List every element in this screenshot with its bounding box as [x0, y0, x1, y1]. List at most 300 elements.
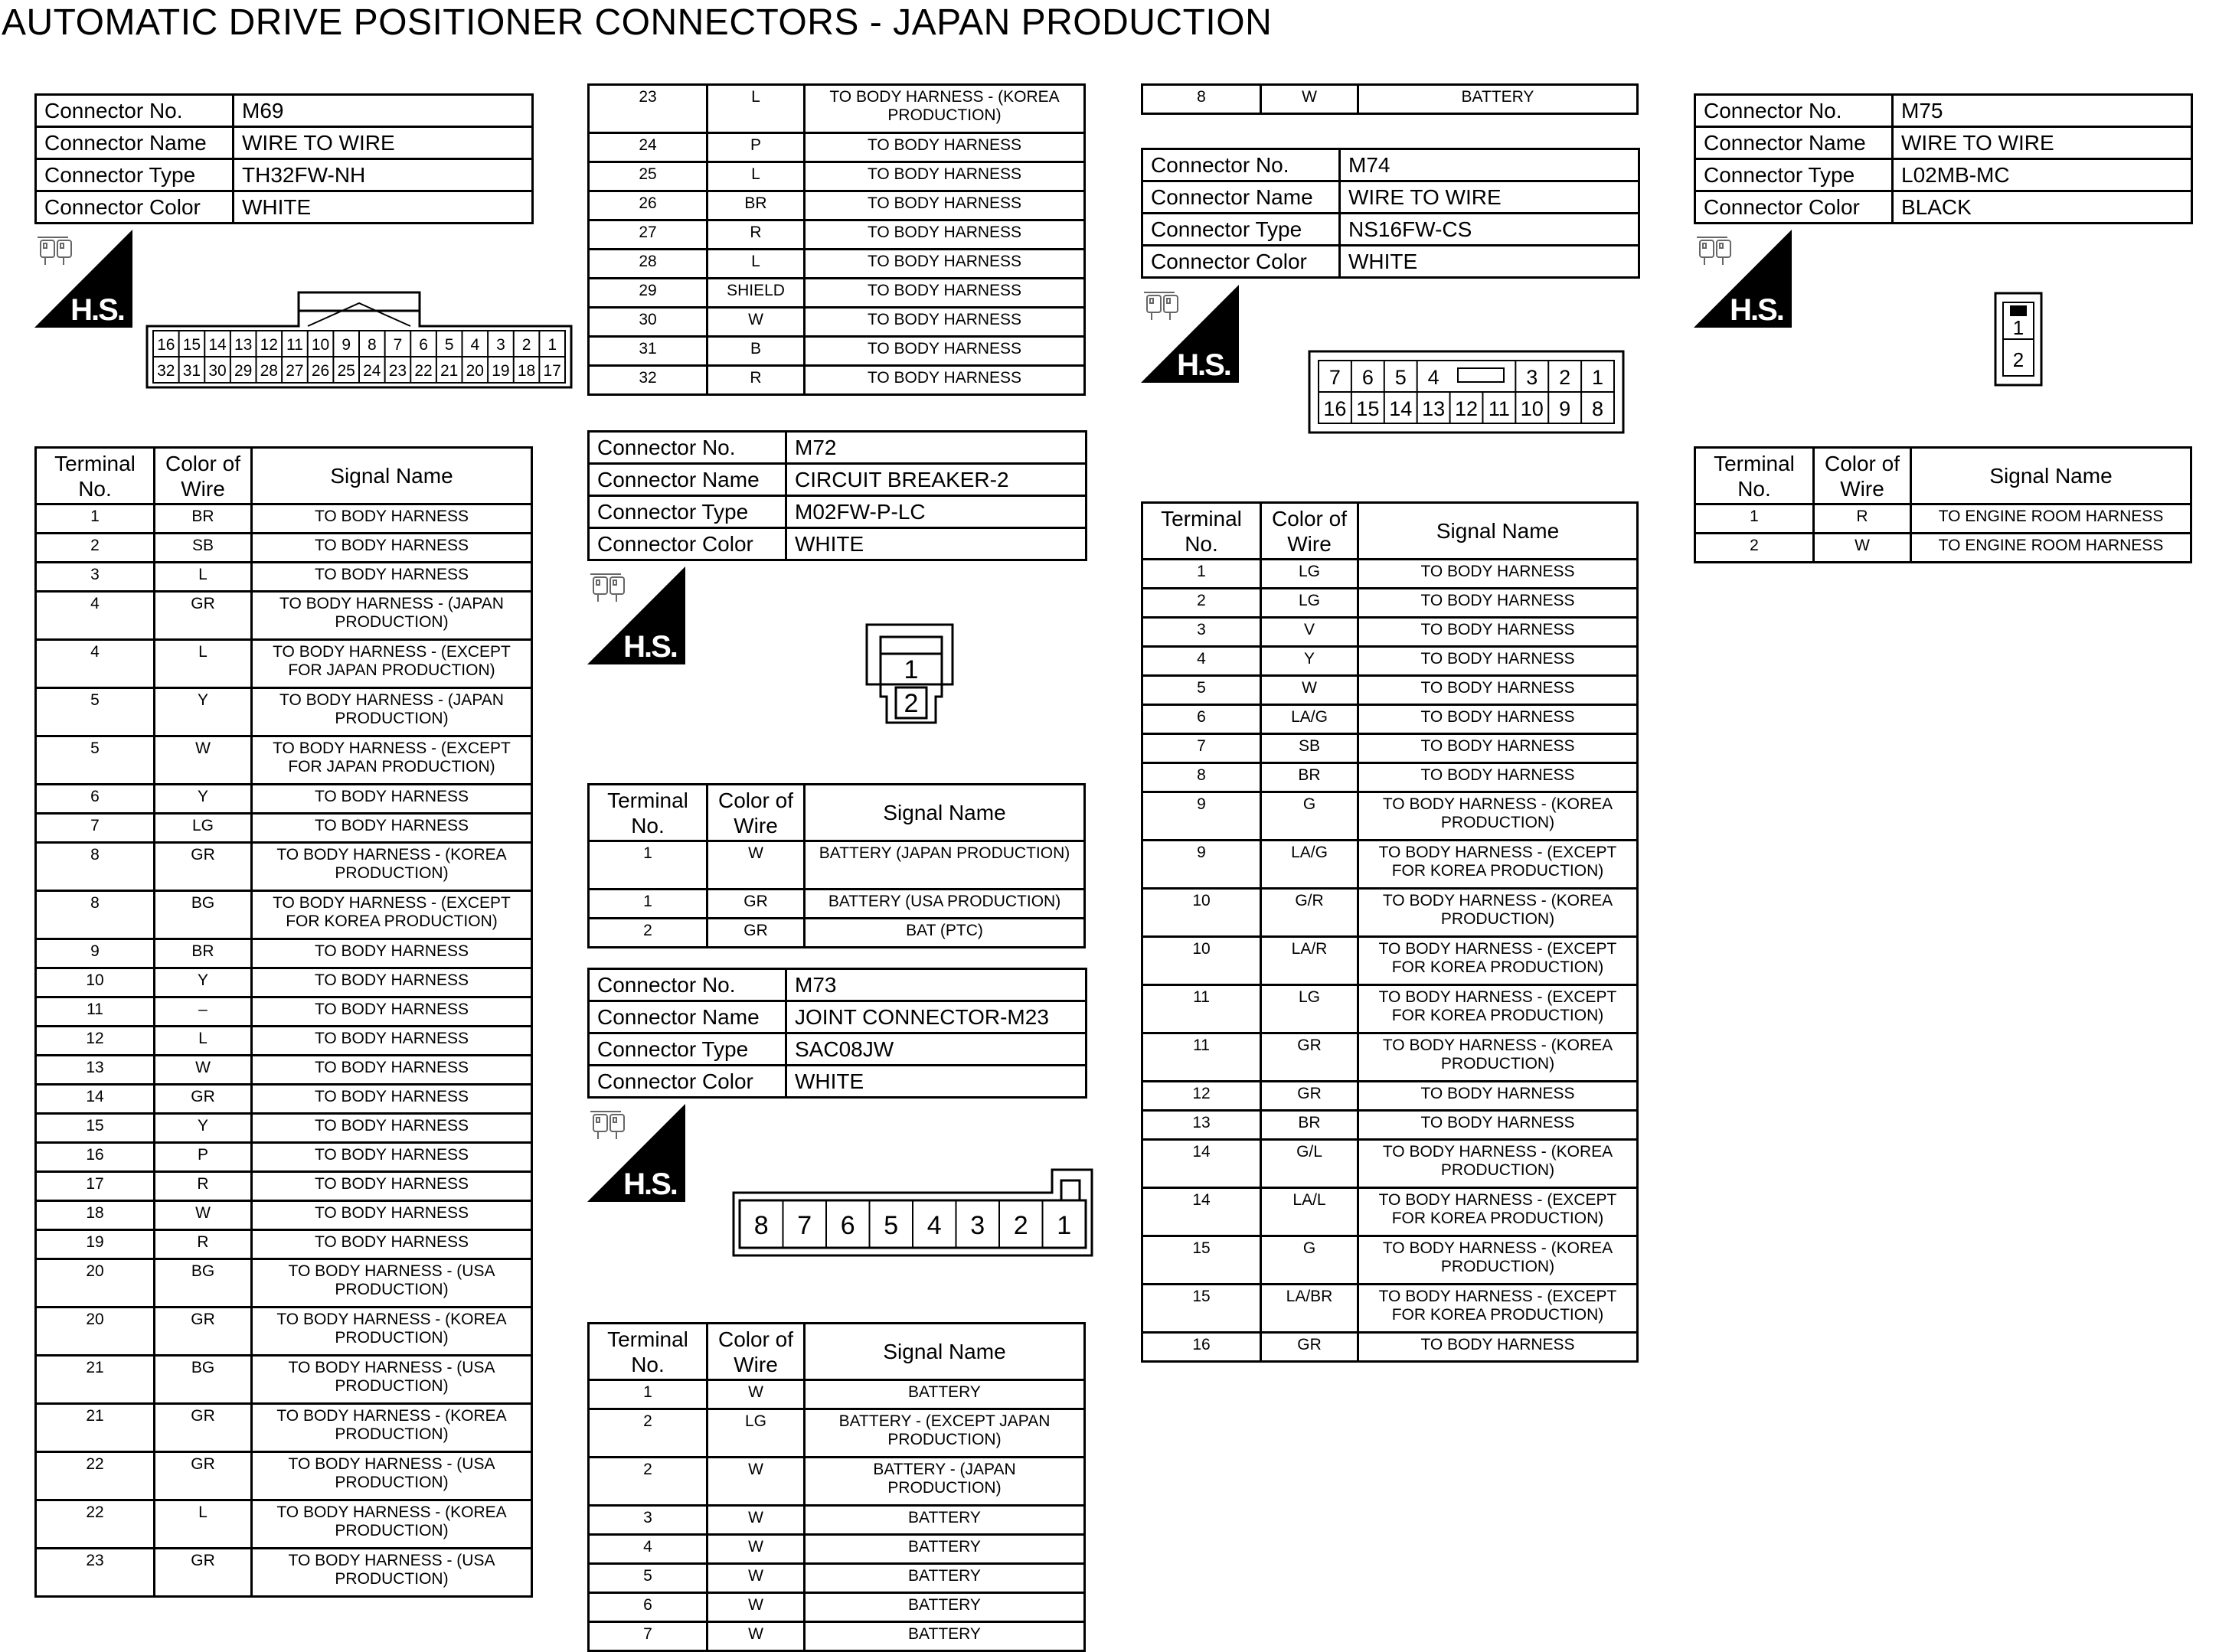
label-connector-type: Connector Type: [589, 496, 786, 528]
pin-label: 1: [1592, 366, 1604, 389]
signal-name-cell: TO BODY HARNESS: [252, 1143, 532, 1172]
pin-label: 28: [260, 362, 278, 380]
signal-name-cell: TO BODY HARNESS: [805, 337, 1085, 366]
terminal-cell: 26: [589, 191, 708, 220]
terminal-cell: 3: [589, 1506, 708, 1535]
hs-label: H.S.: [623, 1167, 677, 1201]
table-row: [1142, 734, 1638, 763]
terminal-cell: 21: [36, 1356, 155, 1404]
header-terminal: Terminal No.: [36, 448, 155, 504]
table-row: [36, 1143, 532, 1172]
terminal-cell: 4: [36, 640, 155, 688]
label-connector-color: Connector Color: [589, 1066, 786, 1098]
table-row: [36, 1085, 532, 1114]
signal-name-cell: TO BODY HARNESS: [1358, 676, 1638, 705]
signal-table-m69-continued: [587, 83, 1086, 396]
terminal-cell: 13: [1142, 1111, 1261, 1140]
wire-color-cell: BG: [155, 1356, 252, 1404]
wire-color-cell: Y: [1261, 647, 1358, 676]
table-row: [589, 1458, 1085, 1506]
terminal-cell: 8: [36, 843, 155, 891]
connector-color-value: WHITE: [234, 191, 533, 224]
wire-color-cell: W: [1814, 534, 1911, 563]
terminal-cell: 2: [1142, 589, 1261, 618]
wire-color-cell: GR: [155, 1308, 252, 1356]
label-connector-name: Connector Name: [589, 464, 786, 496]
signal-name-cell: BATTERY: [805, 1380, 1085, 1409]
terminal-cell: 21: [36, 1404, 155, 1452]
wire-color-cell: LA/G: [1261, 705, 1358, 734]
pin-label: 4: [470, 336, 480, 354]
table-row: [1142, 676, 1638, 705]
terminal-cell: 2: [589, 1458, 708, 1506]
signal-name-cell: TO BODY HARNESS: [252, 1085, 532, 1114]
table-row: [589, 337, 1085, 366]
signal-name-cell: TO BODY HARNESS - (KOREA PRODUCTION): [1358, 1236, 1638, 1285]
connector-name-value: WIRE TO WIRE: [1340, 181, 1639, 214]
pin-label: 25: [337, 362, 355, 380]
table-row: [1142, 647, 1638, 676]
wire-color-cell: GR: [155, 843, 252, 891]
pin-label: 2: [1559, 366, 1571, 389]
terminal-cell: 29: [589, 279, 708, 308]
hs-badge-m73: [587, 1104, 685, 1202]
table-row: [1142, 1140, 1638, 1188]
connector-no-value: M74: [1340, 149, 1639, 181]
wire-color-cell: R: [708, 220, 805, 250]
wire-color-cell: L: [708, 85, 805, 133]
wire-color-cell: W: [155, 736, 252, 785]
connector-info-m73: [587, 968, 1087, 1099]
signal-name-cell: BATTERY - (JAPAN PRODUCTION): [805, 1458, 1085, 1506]
terminal-cell: 2: [589, 919, 708, 948]
wire-color-cell: LG: [708, 1409, 805, 1458]
table-row: [1142, 618, 1638, 647]
pin-label: 5: [1394, 366, 1407, 389]
table-row: [589, 890, 1085, 919]
connector-type-value: SAC08JW: [786, 1033, 1087, 1066]
connector-type-value: NS16FW-CS: [1340, 214, 1639, 246]
wire-color-cell: P: [155, 1143, 252, 1172]
wire-color-cell: L: [155, 640, 252, 688]
pin-label: 1: [547, 336, 557, 354]
signal-name-cell: TO BODY HARNESS: [252, 1027, 532, 1056]
signal-name-cell: TO BODY HARNESS - (EXCEPT FOR KOREA PRODUCTION): [1358, 1285, 1638, 1333]
terminal-cell: 2: [36, 534, 155, 563]
wire-color-cell: L: [708, 162, 805, 191]
connector-face-m74: [1308, 350, 1626, 436]
table-row: [589, 308, 1085, 337]
signal-name-cell: TO BODY HARNESS: [252, 1230, 532, 1259]
table-row: [1142, 1082, 1638, 1111]
pin-label: 8: [1592, 397, 1604, 420]
signal-name-cell: TO BODY HARNESS: [1358, 1111, 1638, 1140]
signal-name-cell: TO BODY HARNESS: [252, 1114, 532, 1143]
wire-color-cell: W: [708, 1458, 805, 1506]
table-row: [589, 366, 1085, 395]
pin-label: 5: [884, 1211, 899, 1240]
terminal-cell: 20: [36, 1259, 155, 1308]
pin-label: 18: [517, 362, 536, 380]
table-row: [36, 1027, 532, 1056]
signal-name-cell: TO BODY HARNESS: [252, 1201, 532, 1230]
label-connector-type: Connector Type: [36, 159, 234, 191]
table-row: [36, 1500, 532, 1549]
table-row: [1142, 1285, 1638, 1333]
connector-type-value: M02FW-P-LC: [786, 496, 1087, 528]
signal-name-cell: TO BODY HARNESS: [252, 939, 532, 968]
pin-label: 31: [182, 362, 201, 380]
table-row: [1142, 1188, 1638, 1236]
signal-name-cell: TO BODY HARNESS: [252, 814, 532, 843]
wire-color-cell: LG: [155, 814, 252, 843]
table-row: [1142, 937, 1638, 985]
wire-color-cell: W: [155, 1201, 252, 1230]
table-row: [36, 968, 532, 997]
pin-label: 10: [1520, 397, 1544, 420]
table-row: [36, 1114, 532, 1143]
wire-color-cell: GR: [155, 1549, 252, 1597]
wire-color-cell: L: [155, 1027, 252, 1056]
label-connector-no: Connector No.: [589, 432, 786, 464]
terminal-cell: 23: [36, 1549, 155, 1597]
wire-color-cell: LG: [1261, 985, 1358, 1033]
table-row: [36, 1259, 532, 1308]
table-row: [589, 1622, 1085, 1651]
connector-face-m69: [145, 289, 574, 390]
pin-label: 4: [926, 1211, 942, 1240]
header-color-of-wire: Color of Wire: [708, 1324, 805, 1380]
connector-color-value: WHITE: [786, 1066, 1087, 1098]
label-connector-type: Connector Type: [1142, 214, 1340, 246]
hs-label: H.S.: [623, 630, 677, 664]
wire-color-cell: L: [155, 563, 252, 592]
signal-name-cell: TO BODY HARNESS - (USA PRODUCTION): [252, 1356, 532, 1404]
pin-label: 13: [234, 336, 253, 354]
label-connector-color: Connector Color: [1142, 246, 1340, 278]
header-signal-name: Signal Name: [1911, 448, 2191, 504]
signal-name-cell: TO BODY HARNESS - (JAPAN PRODUCTION): [252, 688, 532, 736]
header-color-of-wire: Color of Wire: [155, 448, 252, 504]
wire-color-cell: L: [708, 250, 805, 279]
pin-1: 1: [904, 655, 919, 684]
terminal-cell: 16: [36, 1143, 155, 1172]
table-row: [1142, 1111, 1638, 1140]
wire-color-cell: BR: [155, 939, 252, 968]
label-connector-type: Connector Type: [1695, 159, 1893, 191]
wire-color-cell: W: [708, 1622, 805, 1651]
header-color-of-wire: Color of Wire: [708, 785, 805, 841]
pin-1: 1: [2012, 316, 2024, 339]
signal-name-cell: TO BODY HARNESS: [805, 191, 1085, 220]
wire-color-cell: W: [708, 1593, 805, 1622]
table-row: [1142, 705, 1638, 734]
wire-color-cell: BG: [155, 891, 252, 939]
terminal-cell: 6: [589, 1593, 708, 1622]
table-row: [1142, 589, 1638, 618]
terminal-cell: 15: [1142, 1285, 1261, 1333]
terminal-cell: 14: [1142, 1188, 1261, 1236]
signal-name-cell: TO BODY HARNESS: [805, 133, 1085, 162]
terminal-cell: 2: [589, 1409, 708, 1458]
pin-label: 16: [1323, 397, 1347, 420]
wire-color-cell: Y: [155, 1114, 252, 1143]
label-connector-no: Connector No.: [1695, 95, 1893, 127]
connector-name-value: JOINT CONNECTOR-M23: [786, 1001, 1087, 1033]
wire-color-cell: G: [1261, 1236, 1358, 1285]
terminal-cell: 20: [36, 1308, 155, 1356]
terminal-cell: 6: [1142, 705, 1261, 734]
connector-color-value: WHITE: [1340, 246, 1639, 278]
table-row: [36, 1308, 532, 1356]
terminal-cell: 12: [1142, 1082, 1261, 1111]
label-connector-no: Connector No.: [589, 969, 786, 1001]
signal-name-cell: TO BODY HARNESS - (KOREA PRODUCTION): [252, 843, 532, 891]
table-row: [589, 1564, 1085, 1593]
label-connector-color: Connector Color: [36, 191, 234, 224]
signal-table-m74: [1141, 501, 1639, 1363]
signal-name-cell: TO BODY HARNESS: [1358, 1082, 1638, 1111]
table-row: [36, 1549, 532, 1597]
signal-name-cell: TO BODY HARNESS - (EXCEPT FOR JAPAN PRODUCTION): [252, 736, 532, 785]
table-row: [1142, 792, 1638, 841]
wire-color-cell: LA/G: [1261, 841, 1358, 889]
signal-table-m72: [587, 783, 1086, 948]
header-terminal: Terminal No.: [589, 785, 708, 841]
signal-name-cell: TO BODY HARNESS: [252, 785, 532, 814]
terminal-cell: 7: [589, 1622, 708, 1651]
terminal-cell: 1: [36, 504, 155, 534]
pin-label: 17: [543, 362, 561, 380]
table-row: [589, 1380, 1085, 1409]
connector-no-value: M73: [786, 969, 1087, 1001]
wire-color-cell: W: [155, 1056, 252, 1085]
pin-label: 19: [492, 362, 510, 380]
pin-label: 15: [182, 336, 201, 354]
wire-color-cell: B: [708, 337, 805, 366]
terminal-cell: 5: [36, 736, 155, 785]
label-connector-name: Connector Name: [36, 127, 234, 159]
page-title: AUTOMATIC DRIVE POSITIONER CONNECTORS - JAPAN PRODUCTION: [2, 2, 1273, 43]
wire-color-cell: W: [708, 841, 805, 890]
terminal-cell: 8: [1142, 85, 1261, 114]
label-connector-no: Connector No.: [1142, 149, 1340, 181]
wire-color-cell: LA/BR: [1261, 1285, 1358, 1333]
signal-name-cell: TO BODY HARNESS: [252, 534, 532, 563]
connector-type-value: L02MB-MC: [1893, 159, 2192, 191]
header-signal-name: Signal Name: [805, 1324, 1085, 1380]
signal-name-cell: TO BODY HARNESS - (KOREA PRODUCTION): [805, 85, 1085, 133]
pin-label: 32: [157, 362, 175, 380]
table-row: [589, 279, 1085, 308]
table-row: [36, 592, 532, 640]
label-connector-color: Connector Color: [1695, 191, 1893, 224]
pin-label: 3: [970, 1211, 985, 1240]
terminal-cell: 5: [36, 688, 155, 736]
wire-color-cell: GR: [155, 1452, 252, 1500]
terminal-cell: 31: [589, 337, 708, 366]
terminal-cell: 25: [589, 162, 708, 191]
header-signal-name: Signal Name: [805, 785, 1085, 841]
terminal-cell: 7: [36, 814, 155, 843]
signal-name-cell: TO BODY HARNESS: [1358, 734, 1638, 763]
signal-name-cell: TO BODY HARNESS: [1358, 1333, 1638, 1362]
pin-label: 30: [208, 362, 227, 380]
pin-label: 24: [363, 362, 381, 380]
table-row: [589, 919, 1085, 948]
signal-name-cell: TO BODY HARNESS: [1358, 560, 1638, 589]
terminal-cell: 7: [1142, 734, 1261, 763]
wire-color-cell: BR: [155, 504, 252, 534]
wire-color-cell: GR: [155, 1085, 252, 1114]
pin-label: 11: [1488, 397, 1510, 420]
pin-label: 4: [1427, 366, 1440, 389]
connector-name-value: WIRE TO WIRE: [234, 127, 533, 159]
terminal-cell: 23: [589, 85, 708, 133]
connector-face-m72: [864, 622, 959, 726]
table-row: [1142, 1033, 1638, 1082]
signal-name-cell: TO BODY HARNESS: [252, 968, 532, 997]
wire-color-cell: GR: [1261, 1033, 1358, 1082]
pin-label: 21: [440, 362, 459, 380]
wire-color-cell: BR: [1261, 1111, 1358, 1140]
table-row: [589, 1593, 1085, 1622]
signal-name-cell: TO BODY HARNESS: [252, 997, 532, 1027]
wire-color-cell: L: [155, 1500, 252, 1549]
wire-color-cell: Y: [155, 968, 252, 997]
table-row: [36, 534, 532, 563]
wire-color-cell: R: [1814, 504, 1911, 534]
terminal-cell: 3: [1142, 618, 1261, 647]
signal-name-cell: TO BODY HARNESS: [1358, 705, 1638, 734]
table-row: [589, 162, 1085, 191]
signal-name-cell: TO ENGINE ROOM HARNESS: [1911, 504, 2191, 534]
header-terminal: Terminal No.: [1695, 448, 1814, 504]
pin-label: 5: [444, 336, 454, 354]
signal-name-cell: TO BODY HARNESS: [1358, 763, 1638, 792]
signal-name-cell: TO BODY HARNESS: [805, 308, 1085, 337]
terminal-cell: 11: [1142, 1033, 1261, 1082]
table-row: [589, 1409, 1085, 1458]
pin-label: 14: [1389, 397, 1413, 420]
table-row: [1142, 1236, 1638, 1285]
table-row: [589, 1506, 1085, 1535]
terminal-cell: 9: [36, 939, 155, 968]
terminal-cell: 24: [589, 133, 708, 162]
pin-label: 8: [753, 1211, 769, 1240]
table-row: [1695, 534, 2191, 563]
terminal-cell: 1: [1695, 504, 1814, 534]
wire-color-cell: R: [708, 366, 805, 395]
connector-no-value: M75: [1893, 95, 2192, 127]
connector-name-value: CIRCUIT BREAKER-2: [786, 464, 1087, 496]
hs-badge-m72: [587, 566, 685, 664]
terminal-cell: 8: [36, 891, 155, 939]
signal-name-cell: TO BODY HARNESS: [252, 1056, 532, 1085]
terminal-cell: 3: [36, 563, 155, 592]
signal-name-cell: TO BODY HARNESS: [805, 366, 1085, 395]
pin-label: 7: [393, 336, 403, 354]
table-row: [36, 1452, 532, 1500]
signal-name-cell: TO BODY HARNESS - (EXCEPT FOR KOREA PRODUCTION): [1358, 985, 1638, 1033]
signal-name-cell: TO BODY HARNESS - (JAPAN PRODUCTION): [252, 592, 532, 640]
terminal-cell: 4: [1142, 647, 1261, 676]
signal-name-cell: BATTERY: [805, 1506, 1085, 1535]
pin-label: 9: [341, 336, 351, 354]
terminal-cell: 14: [36, 1085, 155, 1114]
signal-name-cell: TO BODY HARNESS: [805, 250, 1085, 279]
signal-name-cell: TO BODY HARNESS - (KOREA PRODUCTION): [1358, 1033, 1638, 1082]
connector-name-value: WIRE TO WIRE: [1893, 127, 2192, 159]
terminal-cell: 18: [36, 1201, 155, 1230]
wire-color-cell: BG: [155, 1259, 252, 1308]
pin-label: 29: [234, 362, 253, 380]
terminal-cell: 11: [36, 997, 155, 1027]
header-color-of-wire: Color of Wire: [1814, 448, 1911, 504]
signal-name-cell: TO BODY HARNESS: [1358, 647, 1638, 676]
table-row: [589, 133, 1085, 162]
signal-name-cell: BATTERY: [805, 1564, 1085, 1593]
signal-name-cell: TO BODY HARNESS: [805, 162, 1085, 191]
table-row: [589, 250, 1085, 279]
terminal-cell: 14: [1142, 1140, 1261, 1188]
table-row: [36, 1230, 532, 1259]
wire-color-cell: R: [155, 1230, 252, 1259]
wire-color-cell: G: [1261, 792, 1358, 841]
signal-name-cell: TO BODY HARNESS - (EXCEPT FOR KOREA PRODUCTION): [252, 891, 532, 939]
table-row: [36, 504, 532, 534]
pin-label: 23: [388, 362, 407, 380]
signal-name-cell: TO BODY HARNESS: [1358, 589, 1638, 618]
terminal-cell: 16: [1142, 1333, 1261, 1362]
connector-info-m69: [34, 93, 534, 224]
table-row: [36, 736, 532, 785]
wire-color-cell: LG: [1261, 560, 1358, 589]
signal-name-cell: TO BODY HARNESS - (USA PRODUCTION): [252, 1549, 532, 1597]
terminal-cell: 1: [589, 890, 708, 919]
table-row: [36, 1201, 532, 1230]
table-row: [589, 841, 1085, 890]
terminal-cell: 11: [1142, 985, 1261, 1033]
label-connector-name: Connector Name: [589, 1001, 786, 1033]
signal-table-m73-continued: [1141, 83, 1639, 115]
table-row: [1142, 85, 1638, 114]
signal-table-m69: [34, 446, 533, 1598]
table-row: [36, 1356, 532, 1404]
wire-color-cell: –: [155, 997, 252, 1027]
wire-color-cell: V: [1261, 618, 1358, 647]
table-row: [36, 1404, 532, 1452]
connector-info-m75: [1694, 93, 2193, 224]
table-row: [1142, 985, 1638, 1033]
label-connector-color: Connector Color: [589, 528, 786, 560]
terminal-cell: 9: [1142, 792, 1261, 841]
terminal-cell: 6: [36, 785, 155, 814]
table-row: [589, 85, 1085, 133]
table-row: [589, 191, 1085, 220]
wire-color-cell: BR: [1261, 763, 1358, 792]
pin-label: 10: [311, 336, 330, 354]
connector-color-value: WHITE: [786, 528, 1087, 560]
terminal-cell: 15: [1142, 1236, 1261, 1285]
table-row: [36, 688, 532, 736]
wire-color-cell: BR: [708, 191, 805, 220]
terminal-cell: 22: [36, 1500, 155, 1549]
label-connector-name: Connector Name: [1695, 127, 1893, 159]
terminal-cell: 10: [36, 968, 155, 997]
connector-info-m74: [1141, 148, 1640, 279]
wire-color-cell: G/L: [1261, 1140, 1358, 1188]
